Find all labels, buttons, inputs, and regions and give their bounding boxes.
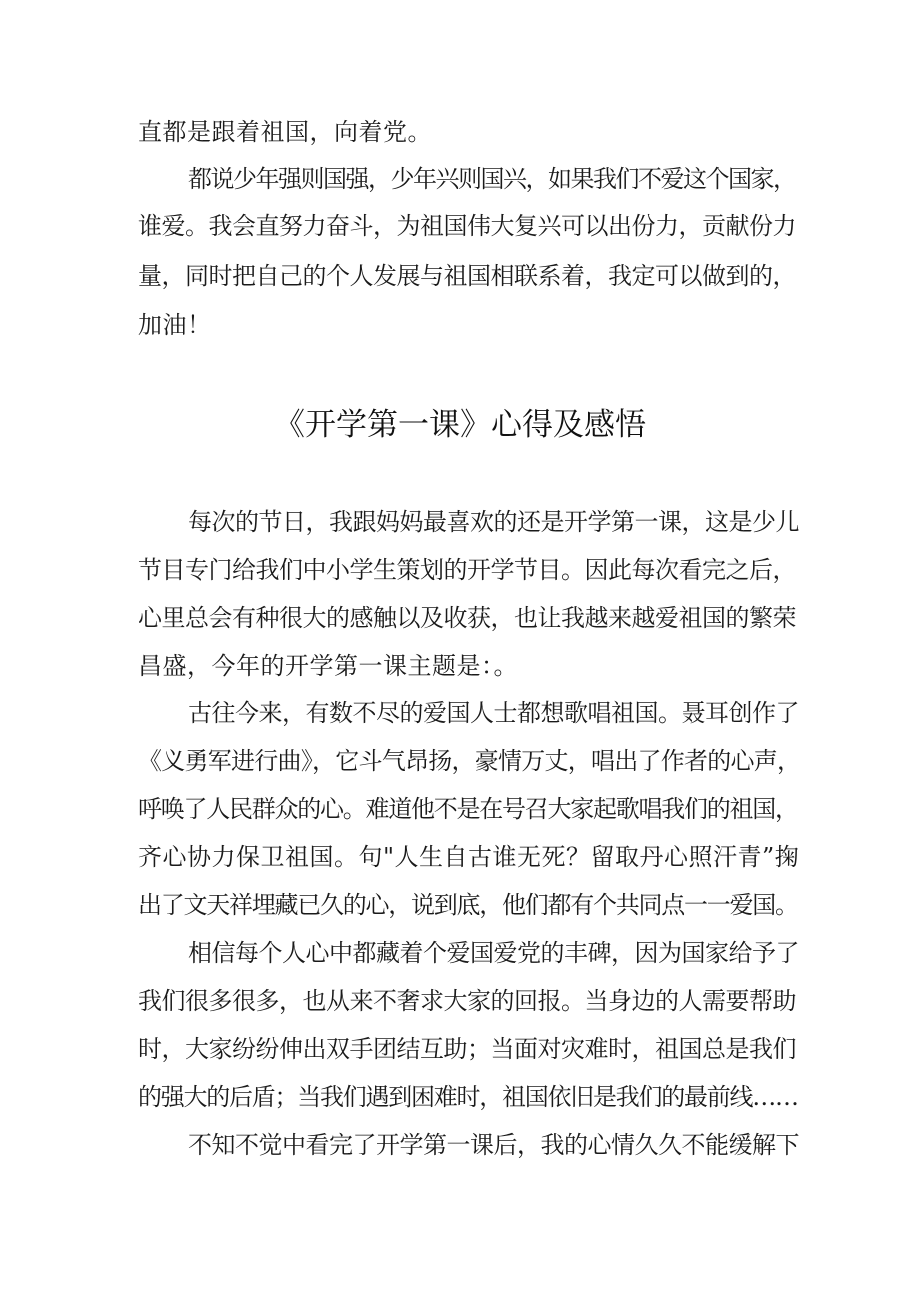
body-line-13: 的强大的后盾；当我们遇到困难时，祖国依旧是我们的最前线…… xyxy=(138,1083,798,1111)
intro-line-4: 量，同时把自己的个人发展与祖国相联系着，我定可以做到的， xyxy=(138,262,796,290)
intro-line-3: 谁爱。我会直努力奋斗，为祖国伟大复兴可以出份力，贡献份力 xyxy=(138,212,796,240)
body-line-1: 每次的节日，我跟妈妈最喜欢的还是开学第一课，这是少儿 xyxy=(188,508,799,536)
body-line-11: 我们很多很多，也从来不奢求大家的回报。当身边的人需要帮助 xyxy=(138,987,796,1015)
body-line-2: 节目专门给我们中小学生策划的开学节目。因此每次看完之后， xyxy=(138,556,796,584)
body-line-4: 昌盛，今年的开学第一课主题是：。 xyxy=(138,652,518,680)
body-line-3: 心里总会有种很大的感触以及收获，也让我越来越爱祖国的繁荣 xyxy=(138,604,796,632)
intro-line-2: 都说少年强则国强，少年兴则国兴，如果我们不爱这个国家， xyxy=(188,165,796,193)
body-line-10: 相信每个人心中都藏着个爱国爱党的丰碑，因为国家给予了 xyxy=(188,939,799,967)
intro-line-5: 加油！ xyxy=(138,311,212,339)
body-line-6: 《义勇军进行曲》，它斗气昂扬，豪情万丈，唱出了作者的心声， xyxy=(138,747,801,775)
intro-line-1: 直都是跟着祖国，向着党。 xyxy=(138,118,432,146)
section-title: 《开学第一课》心得及感悟 xyxy=(274,407,646,443)
body-line-8: 齐心协力保卫祖国。句"人生自古谁无死？留取丹心照汗青”掬 xyxy=(138,843,800,871)
body-line-7: 呼唤了人民群众的心。难道他不是在号召大家起歌唱我们的祖国， xyxy=(138,795,798,823)
body-line-14: 不知不觉中看完了开学第一课后，我的心情久久不能缓解下 xyxy=(188,1131,799,1159)
body-line-9: 出了文天祥埋藏已久的心，说到底，他们都有个共同点一一爱国。 xyxy=(138,891,798,919)
body-line-5: 古往今来，有数不尽的爱国人士都想歌唱祖国。聂耳创作了 xyxy=(188,699,799,727)
body-line-12: 时，大家纷纷伸出双手团结互助；当面对灾难时，祖国总是我们 xyxy=(138,1035,796,1063)
